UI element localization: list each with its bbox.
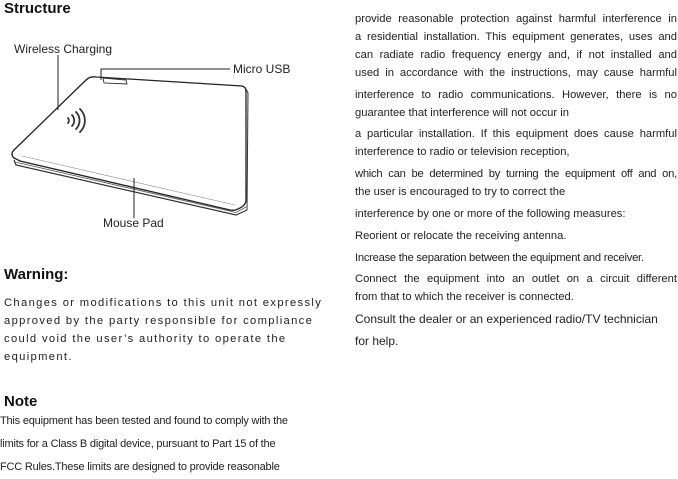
fcc-text-column xyxy=(355,10,677,82)
note-text xyxy=(0,410,322,479)
paragraph-line: provide reasonable protection against harmful interference in xyxy=(355,13,677,25)
paragraph-line: Reorient or relocate the receiving antenna. xyxy=(355,230,567,242)
paragraph xyxy=(355,165,677,201)
paragraph-line: for help. xyxy=(355,334,399,348)
structure-heading: Structure xyxy=(4,0,71,17)
paragraph xyxy=(355,270,677,306)
paragraph-line: can radiate radio frequency energy and, if not installed and xyxy=(355,49,677,61)
warning-text xyxy=(4,294,322,366)
note-line: limits for a Class B digital device, pursuant to Part 15 of the xyxy=(0,438,276,450)
paragraph-line: Consult the dealer or an experienced radio/TV technician xyxy=(355,312,658,326)
warning-line: could void the user’s authority to operate the xyxy=(4,333,287,345)
paragraph-line: which can be determined by turning the equipment off and on, xyxy=(355,168,677,180)
paragraph-line: interference to radio communications. However, there is no xyxy=(355,89,677,101)
paragraph-line: guarantee that interference will not occur in xyxy=(355,107,569,119)
paragraph-line: Connect the equipment into an outlet on a circuit different xyxy=(355,273,677,285)
paragraph-line: used in accordance with the instructions, may cause harmful xyxy=(355,67,677,79)
paragraph-line: the user is encouraged to try to correct the xyxy=(355,186,566,198)
paragraph-line: interference by one or more of the following measures: xyxy=(355,208,626,220)
micro-usb-label: Micro USB xyxy=(233,62,291,76)
paragraph-line: Increase the separation between the equipment and receiver. xyxy=(355,252,644,264)
paragraph xyxy=(355,125,677,161)
paragraph-line: interference to radio or television reception, xyxy=(355,146,570,158)
paragraph xyxy=(355,308,677,352)
paragraph xyxy=(355,86,677,122)
paragraph-line: from that to which the receiver is connected. xyxy=(355,291,574,303)
wireless-charging-label: Wireless Charging xyxy=(14,42,113,56)
paragraph-line: a residential installation. This equipment generates, uses and xyxy=(355,31,677,43)
warning-line: Changes or modifications to this unit not expressly xyxy=(4,297,323,309)
note-heading: Note xyxy=(4,393,38,410)
note-line: FCC Rules.These limits are designed to provide reasonable xyxy=(0,461,280,473)
note-line: This equipment has been tested and found to comply with the xyxy=(0,415,288,427)
warning-heading: Warning: xyxy=(4,266,69,283)
mouse-pad-label: Mouse Pad xyxy=(103,216,164,230)
paragraph-line: a particular installation. If this equipment does cause harmful xyxy=(355,128,677,140)
warning-line: approved by the party responsible for compliance xyxy=(4,315,314,327)
warning-line: equipment. xyxy=(4,351,73,363)
